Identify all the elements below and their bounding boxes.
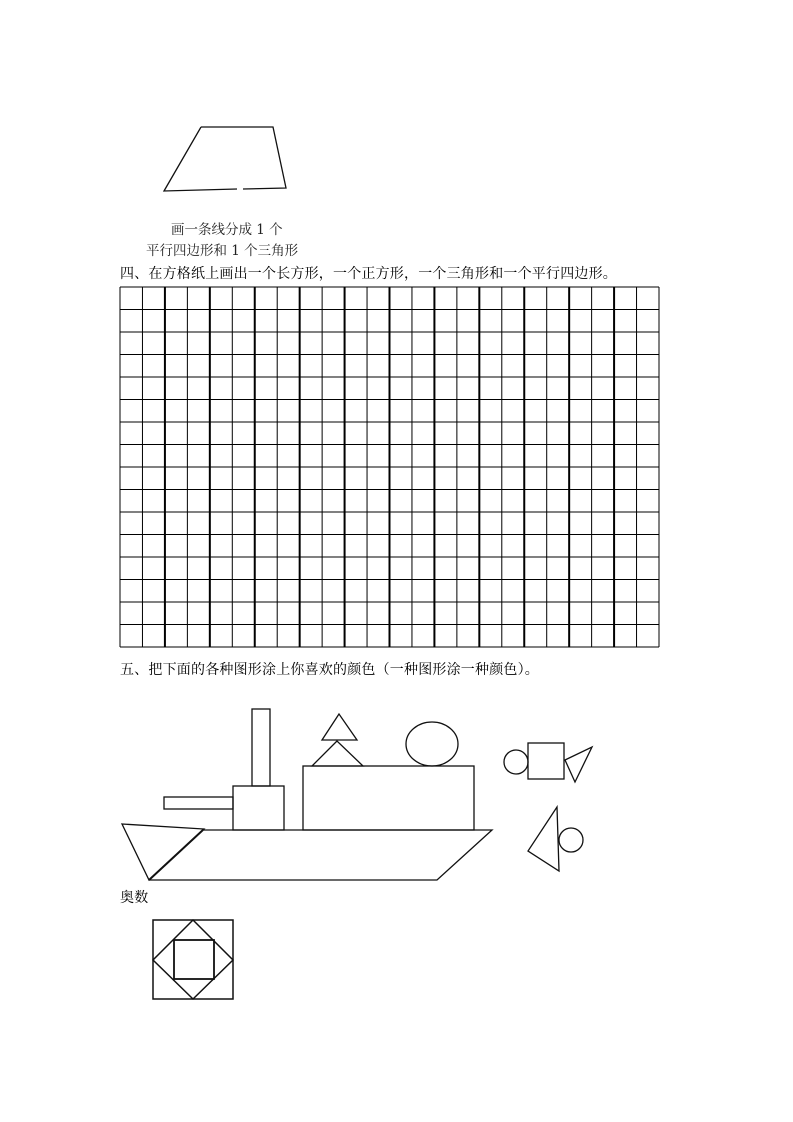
diamond	[153, 920, 233, 999]
bow-triangle-diagonal	[149, 829, 204, 880]
inner-square	[174, 940, 214, 979]
triangle-shape[interactable]	[528, 807, 559, 871]
circle-shape[interactable]	[504, 750, 528, 774]
triangle-shape[interactable]	[565, 747, 592, 782]
side-figure-bottom	[528, 807, 583, 871]
mast-triangle-upper[interactable]	[322, 714, 357, 740]
chimney[interactable]	[252, 709, 270, 786]
ship-hull[interactable]	[149, 830, 492, 880]
trapezoid-caption-line2: 平行四边形和 1 个三角形	[146, 243, 299, 259]
gun-barrel[interactable]	[164, 797, 233, 809]
ellipse-shape[interactable]	[406, 722, 458, 766]
section5-title: 五、把下面的各种图形涂上你喜欢的颜色（一种图形涂一种颜色）。	[120, 662, 539, 678]
turret-square[interactable]	[233, 786, 284, 830]
olympiad-title: 奥数	[120, 890, 149, 906]
section4-title: 四、在方格纸上画出一个长方形，一个正方形，一个三角形和一个平行四边形。	[120, 266, 617, 282]
bow-triangle[interactable]	[122, 824, 204, 880]
ship	[122, 709, 492, 880]
cabin-rectangle[interactable]	[303, 766, 474, 830]
square-shape[interactable]	[528, 743, 564, 779]
mast-triangle-lower[interactable]	[312, 741, 363, 766]
trapezoid-caption-line1: 画一条线分成 1 个	[171, 222, 283, 238]
side-figure-top	[504, 743, 592, 782]
circle-shape[interactable]	[559, 828, 583, 852]
outer-square	[153, 920, 233, 999]
